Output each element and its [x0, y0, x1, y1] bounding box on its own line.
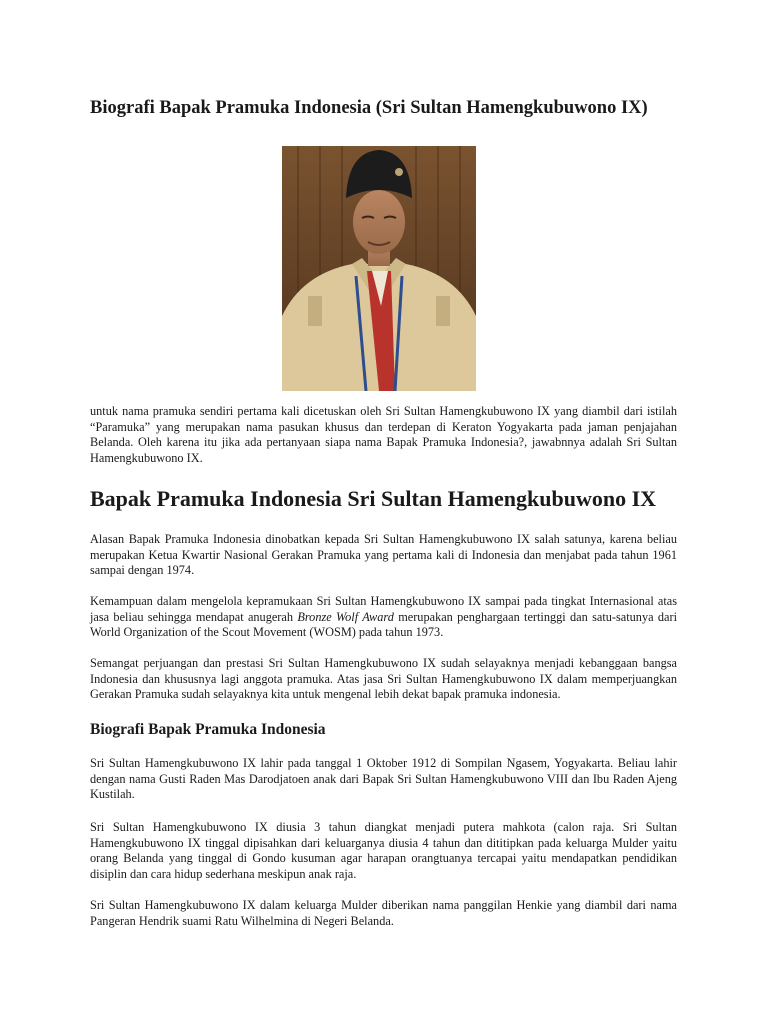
paragraph-keluarga-mulder: Sri Sultan Hamengkubuwono IX dalam keluarga Mulder diberikan nama panggilan Henkie yang diambil dari nama Pangeran Hendrik suami Ratu Wilhelmina di Negeri Belanda. — [90, 898, 677, 928]
portrait-illustration — [282, 146, 476, 391]
bronze-wolf-award-term: Bronze Wolf Award — [297, 609, 394, 624]
paragraph-kemampuan — [90, 594, 677, 641]
paragraph-semangat: Semangat perjuangan dan prestasi Sri Sultan Hamengkubuwono IX sudah selayaknya menjadi kebanggaan bangsa Indonesia dan khususnya lagi anggota pramuka. Atas jasa Sri Sultan Hamengkubuwono IX dalam memperjuangkan Gerakan Pramuka sudah selayaknya kita untuk mengenal lebih dekat bapak pramuka indonesia. — [90, 656, 677, 702]
intro-paragraph: untuk nama pramuka sendiri pertama kali dicetuskan oleh Sri Sultan Hamengkubuwono IX yang diambil dari istilah “Paramuka” yang merupakan nama pasukan khusus dan terdepan di Keraton Yogyakarta pada jaman penjajahan Belanda. Oleh karena itu jika ada pertanyaan siapa nama Bapak Pramuka Indonesia?, jawabnnya adalah Sri Sultan Hamengkubuwono IX. — [90, 404, 677, 466]
section-heading-bapak-pramuka: Bapak Pramuka Indonesia Sri Sultan Hamengkubuwono IX — [90, 486, 657, 511]
paragraph-kelahiran: Sri Sultan Hamengkubuwono IX lahir pada tanggal 1 Oktober 1912 di Sompilan Ngasem, Yogyakarta. Beliau lahir dengan nama Gusti Raden Mas Darodjatoen anak dari Bapak Sri Sultan Hamengkubuwono VIII dan Ibu Raden Ajeng Kustilah. — [90, 756, 677, 802]
paragraph-masa-kecil: Sri Sultan Hamengkubuwono IX diusia 3 tahun diangkat menjadi putera mahkota (calon raja. Sri Sultan Hamengkubuwono IX tinggal dipisahkan dari keluarganya diusia 4 tahun dan dititipkan pada keluarga Mulder yaitu orang Belanda yang tinggal di Gondo kusuman agar harapan orangtuanya tercapai yaitu mendapatkan pendidikan disiplin dan cara hidup sederhana meskipun anak raja. — [90, 820, 677, 882]
sub-heading-biografi: Biografi Bapak Pramuka Indonesia — [90, 721, 326, 738]
document-title: Biografi Bapak Pramuka Indonesia (Sri Sultan Hamengkubuwono IX) — [90, 98, 648, 118]
paragraph-kemampuan-text-2: merupakan penghargaan tertinggi dan satu-satunya dari World Organization of the Scout Movement (WOSM) pada tahun 1973. — [90, 609, 677, 640]
portrait-photo — [282, 146, 476, 391]
paragraph-alasan: Alasan Bapak Pramuka Indonesia dinobatkan kepada Sri Sultan Hamengkubuwono IX salah satunya, karena beliau merupakan Ketua Kwartir Nasional Gerakan Pramuka yang pertama kali di Indonesia dan menjabat pada tahun 1961 sampai dengan 1974. — [90, 532, 677, 578]
paragraph-kemampuan-text-1: Kemampuan dalam mengelola kepramukaan Sri Sultan Hamengkubuwono IX sampai pada tingkat Internasional atas jasa beliau sehingga mendapat anugerah — [90, 594, 677, 624]
